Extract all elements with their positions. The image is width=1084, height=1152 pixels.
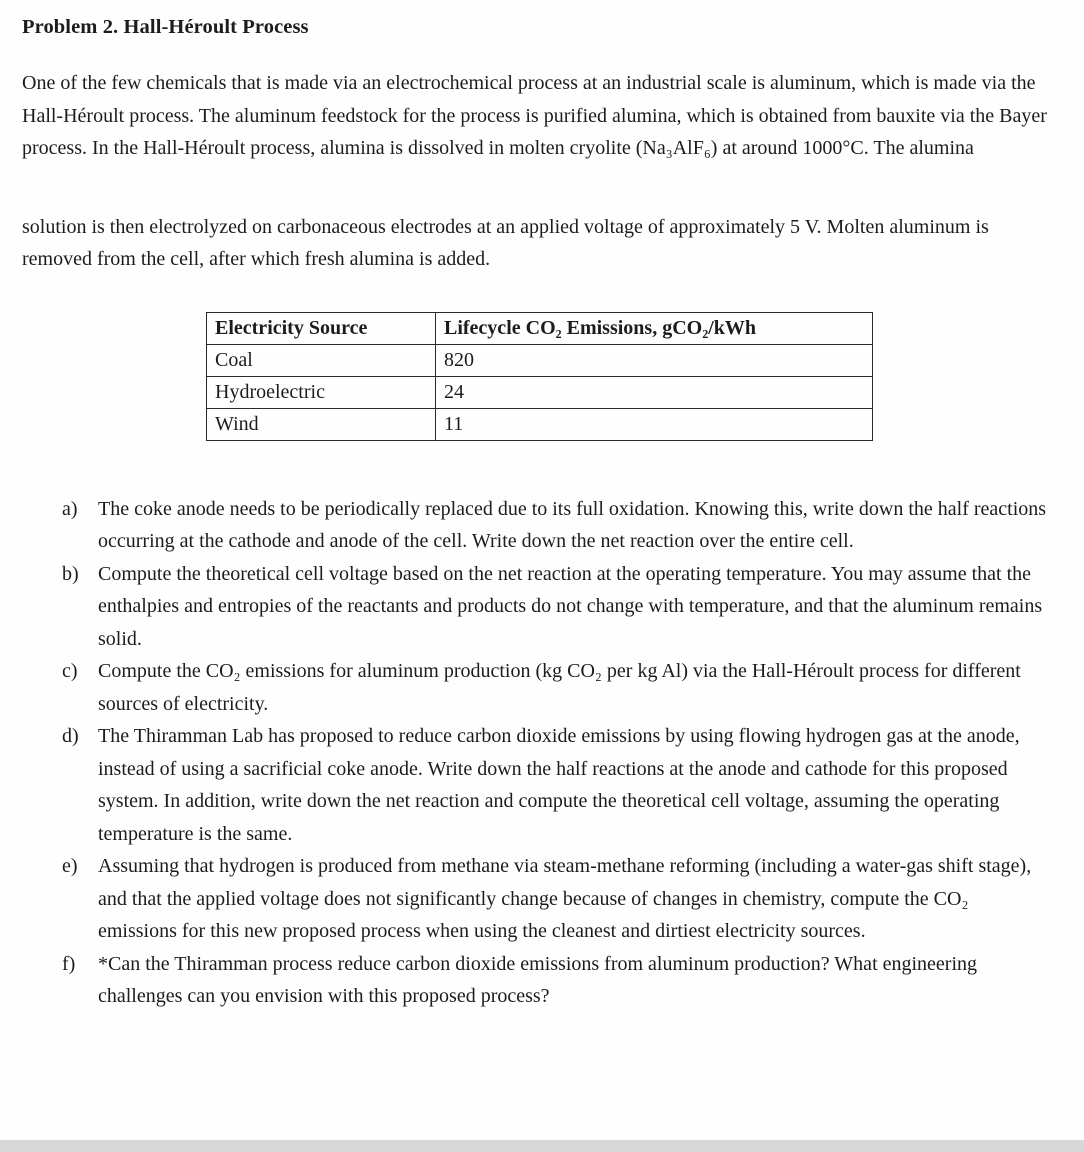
question-item-e	[62, 850, 1052, 948]
emissions-table	[206, 312, 873, 441]
table-cell-source: Hydroelectric	[207, 376, 436, 408]
problem-title: Problem 2. Hall-Héroult Process	[22, 16, 309, 38]
table-cell-source: Coal	[207, 344, 436, 376]
table-row	[207, 376, 873, 408]
question-text: Compute the CO₂ emissions for aluminum production (kg CO₂ per kg Al) via the Hall-Héroult process for different sources of electricity.	[98, 660, 1021, 715]
question-text: The Thiramman Lab has proposed to reduce carbon dioxide emissions by using flowing hydrogen gas at the anode, instead of using a sacrificial coke anode. Write down the half reactions at the anode and cathode for this proposed system. In addition, write down the net reaction and compute the theoretical cell voltage, assuming the operating temperature is the same.	[98, 725, 1020, 845]
table-cell-value: 11	[436, 408, 873, 440]
question-label: f)	[62, 952, 76, 975]
question-text: Assuming that hydrogen is produced from methane via steam-methane reforming (including a water-gas shift stage), and that the applied voltage does not significantly change because of changes in chemistry, compute the CO₂ emissions for this new proposed process when using the cleanest and dirtiest electricity sources.	[98, 855, 1032, 942]
page-bottom-edge	[0, 1140, 1084, 1152]
question-list	[22, 493, 1060, 1013]
question-label: e)	[62, 855, 78, 877]
intro-paragraph-2: solution is then electrolyzed on carbonaceous electrodes at an applied voltage of approximately 5 V. Molten aluminum is removed from the cell, after which fresh alumina is added.	[22, 215, 989, 270]
question-item-a	[62, 493, 1052, 558]
table-cell-value: 820	[436, 344, 873, 376]
intro-paragraph-1: One of the few chemicals that is made via an electrochemical process at an industrial scale is aluminum, which is made via the Hall-Héroult process. The aluminum feedstock for the process is purified alumina, which is obtained from bauxite via the Bayer process. In the Hall-Héroult process, alumina is dissolved in molten cryolite (Na₃AlF₆) at around 1000°C. The alumina	[22, 72, 1047, 159]
question-item-c	[62, 655, 1052, 720]
question-label: c)	[62, 660, 78, 682]
table-header-lifecycle-emissions: Lifecycle CO₂ Emissions, gCO₂/kWh	[436, 312, 873, 344]
question-item-f	[62, 948, 1052, 1013]
table-row	[207, 408, 873, 440]
question-label: d)	[62, 725, 79, 747]
question-text: The coke anode needs to be periodically replaced due to its full oxidation. Knowing this, write down the half reactions occurring at the cathode and anode of the cell. Write down the net reaction over the entire cell.	[98, 497, 1047, 552]
question-label: b)	[62, 562, 79, 585]
table-cell-value: 24	[436, 376, 873, 408]
question-item-b	[62, 558, 1052, 656]
table-header-row	[207, 312, 873, 344]
question-text: *Can the Thiramman process reduce carbon dioxide emissions from aluminum production? What engineering challenges can you envision with this proposed process?	[98, 952, 978, 1007]
question-item-d	[62, 720, 1052, 850]
question-text: Compute the theoretical cell voltage based on the net reaction at the operating temperature. You may assume that the enthalpies and entropies of the reactants and products do not change with temperature, and that the aluminum remains solid.	[98, 562, 1043, 650]
table-header-electricity-source: Electricity Source	[207, 312, 436, 344]
table-cell-source: Wind	[207, 408, 436, 440]
question-label: a)	[62, 497, 78, 520]
table-row	[207, 344, 873, 376]
